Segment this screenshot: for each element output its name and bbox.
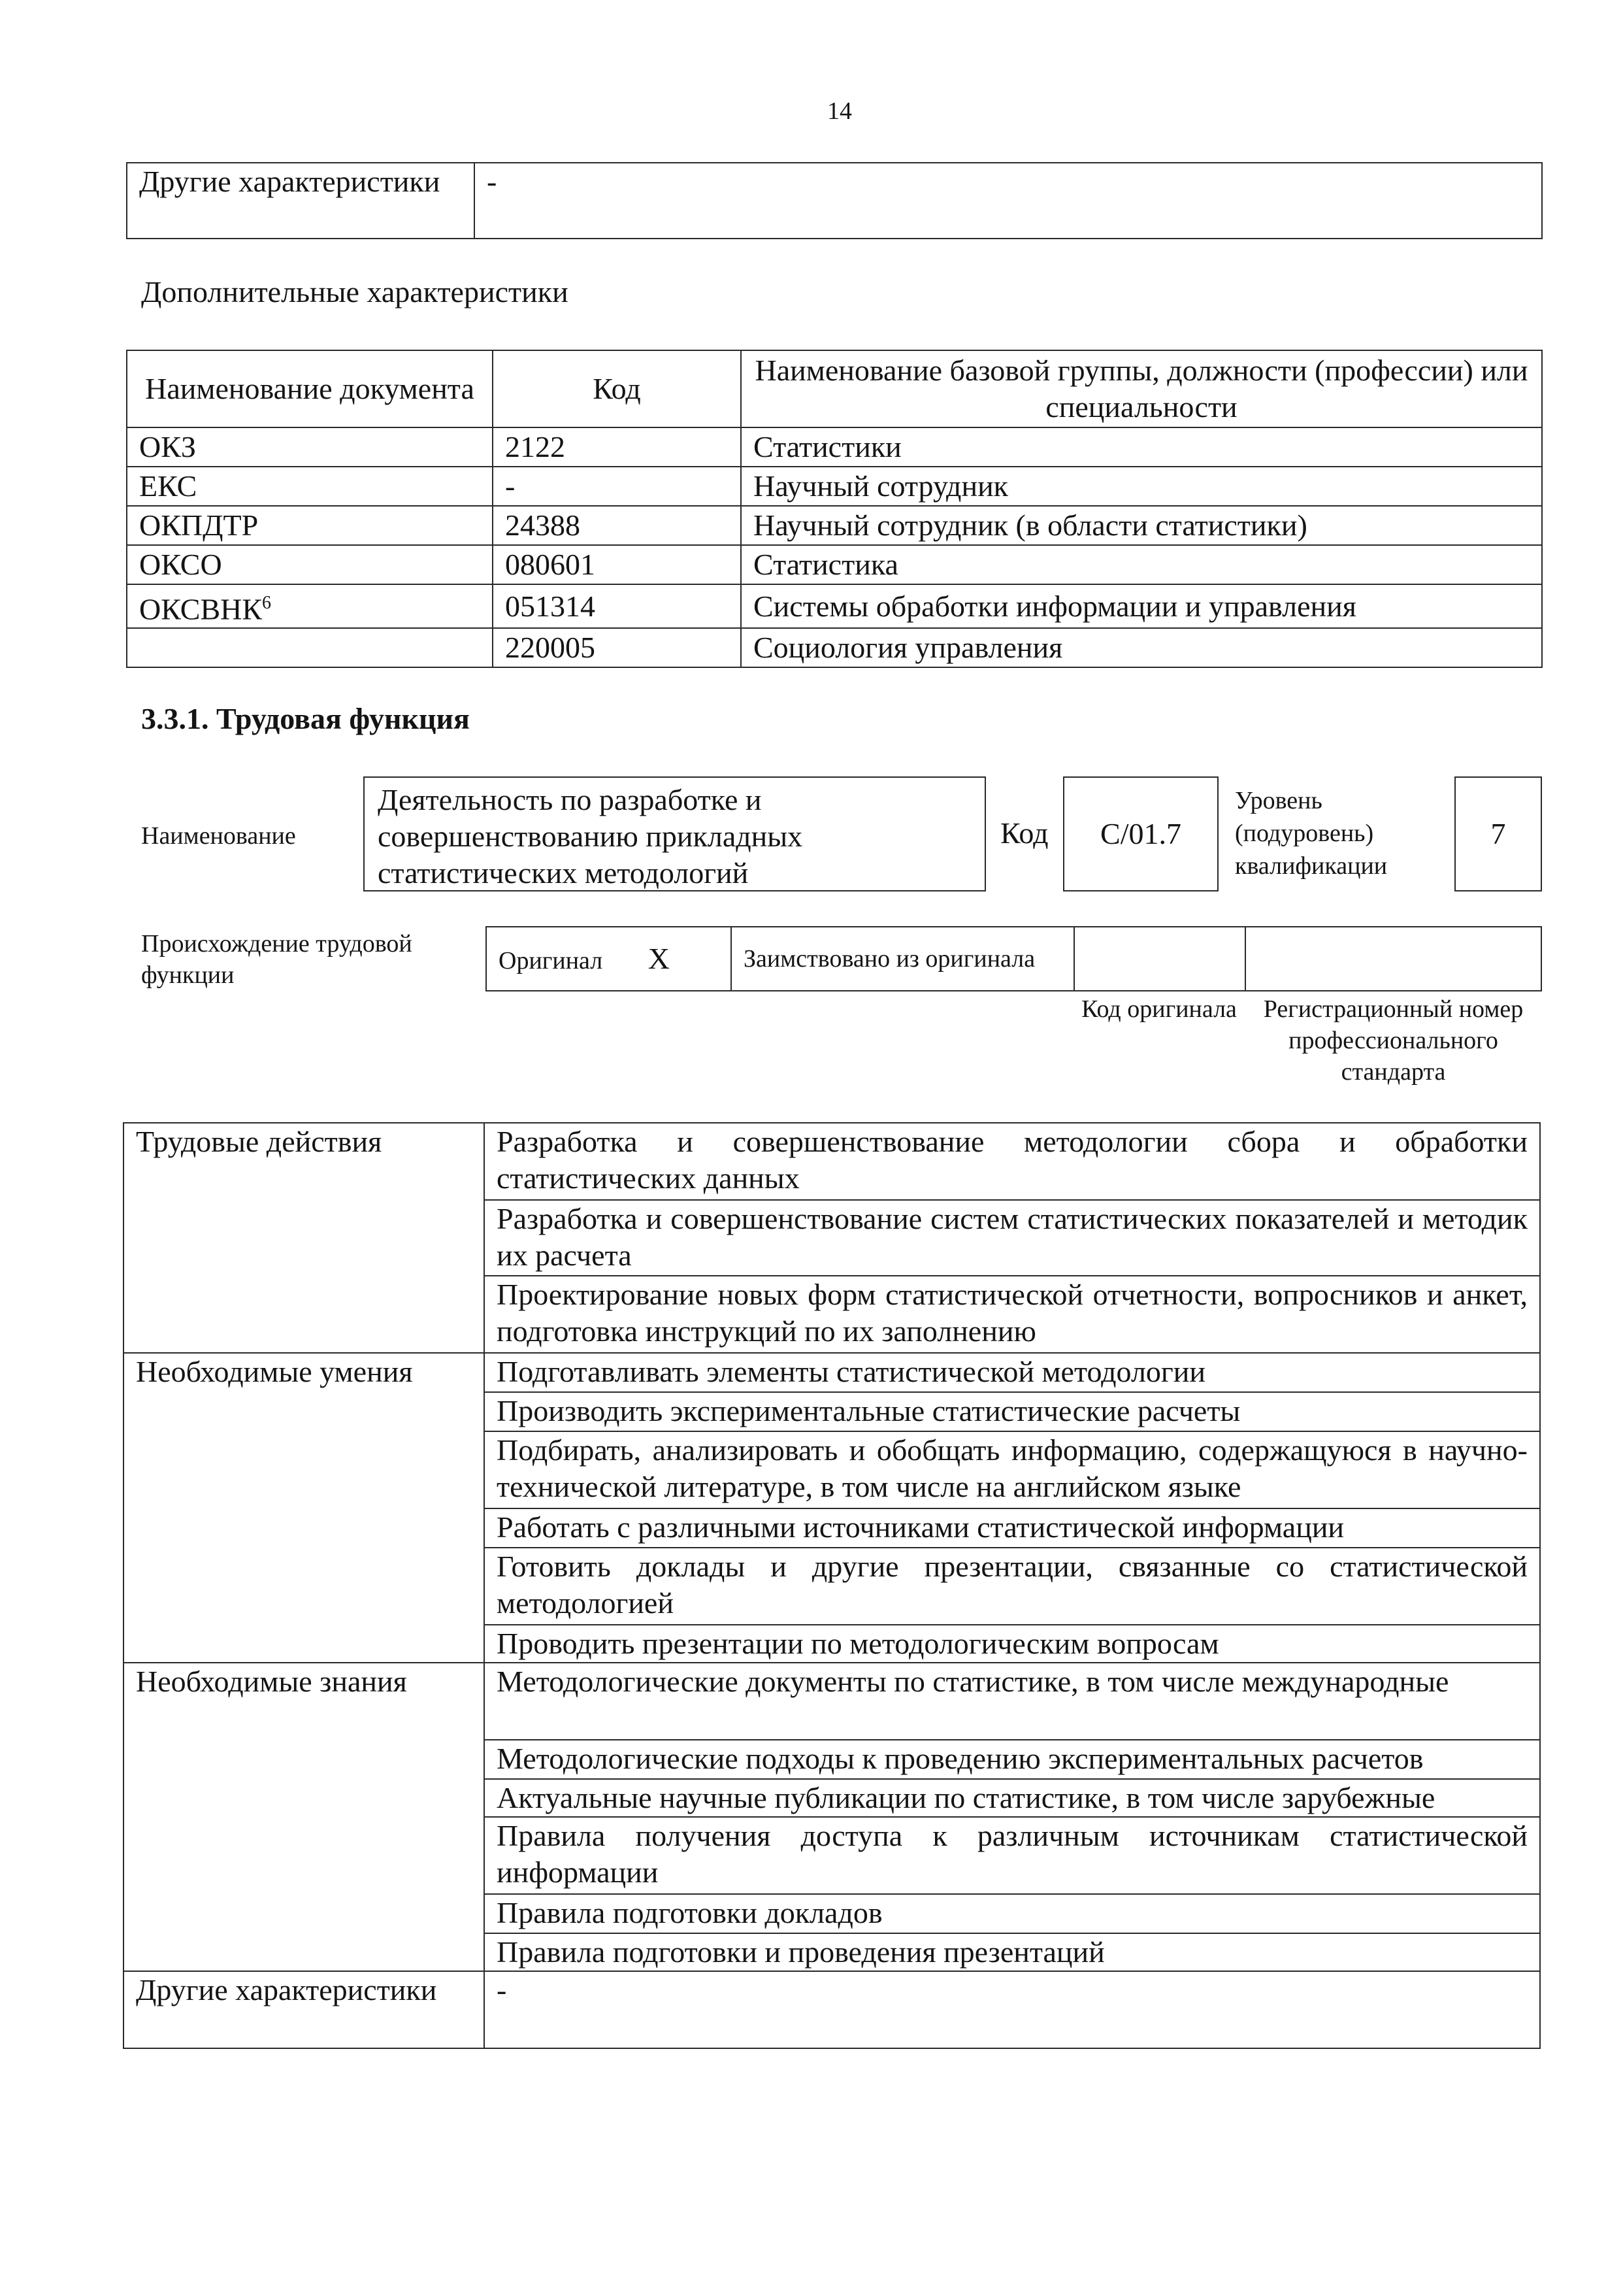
header-group-name: Наименование базовой группы, должности (профессии) или специальности	[741, 350, 1542, 427]
origin-code-cell	[1074, 927, 1245, 991]
table-row	[127, 506, 1542, 545]
function-name-label: Наименование	[141, 822, 296, 850]
row-document	[127, 628, 493, 667]
table-row	[127, 545, 1542, 584]
labor-function-table	[123, 1122, 1541, 2049]
table-row	[127, 427, 1542, 467]
row-code: 051314	[493, 584, 741, 628]
table-row	[127, 467, 1542, 506]
skill-item: Производить экспериментальные статистические расчеты	[484, 1392, 1540, 1431]
row-document: ОКЗ	[127, 427, 493, 467]
other-characteristics-label: Другие характеристики	[127, 163, 474, 239]
footnote-marker: 6	[262, 593, 272, 613]
row-document-text: ОКСВНК	[139, 592, 263, 626]
row-document: ОКПДТР	[127, 506, 493, 545]
other-characteristics-value-bottom: -	[484, 1971, 1540, 2048]
knowledge-item: Правила подготовки докладов	[484, 1894, 1540, 1933]
other-characteristics-label-bottom: Другие характеристики	[123, 1971, 484, 2048]
row-name: Социология управления	[741, 628, 1542, 667]
row-name: Научный сотрудник (в области статистики)	[741, 506, 1542, 545]
reg-number-caption: Регистрационный номер профессионального стандарта	[1263, 995, 1524, 1086]
row-name: Системы обработки информации и управления	[741, 584, 1542, 628]
labor-action-item: Проектирование новых форм статистической отчетности, вопросников и анкет, подготовка инструкций по их заполнению	[484, 1276, 1540, 1353]
table-row	[127, 584, 1542, 628]
knowledge-label: Необходимые знания	[123, 1663, 484, 1971]
row-code: 220005	[493, 628, 741, 667]
function-code-value: C/01.7	[1063, 776, 1219, 891]
qualification-level-label: Уровень (подуровень) квалификации	[1235, 787, 1388, 880]
code-original-caption: Код оригинала	[1081, 995, 1237, 1023]
labor-action-item: Разработка и совершенствование систем статистических показателей и методик их расчета	[484, 1200, 1540, 1276]
row-code: -	[493, 467, 741, 506]
skill-item: Проводить презентации по методологическим вопросам	[484, 1625, 1540, 1663]
origin-original-mark: X	[648, 942, 670, 975]
knowledge-item: Методологические документы по статистике, в том числе международные	[484, 1663, 1540, 1740]
row-code: 080601	[493, 545, 741, 584]
function-name-value: Деятельность по разработке и совершенствованию прикладных статистических методологий	[363, 776, 986, 891]
row-name: Статистики	[741, 427, 1542, 467]
labor-action-item: Разработка и совершенствование методологии сбора и обработки статистических данных	[484, 1123, 1540, 1200]
additional-characteristics-heading: Дополнительные характеристики	[141, 275, 568, 308]
additional-characteristics-table	[126, 350, 1543, 668]
row-document: ЕКС	[127, 467, 493, 506]
other-characteristics-value: -	[474, 163, 1542, 239]
skill-item: Готовить доклады и другие презентации, связанные со статистической методологией	[484, 1548, 1540, 1625]
knowledge-item: Актуальные научные публикации по статистике, в том числе зарубежные	[484, 1779, 1540, 1817]
row-name: Научный сотрудник	[741, 467, 1542, 506]
skills-label: Необходимые умения	[123, 1353, 484, 1663]
knowledge-item: Правила получения доступа к различным источникам статистической информации	[484, 1817, 1540, 1894]
header-code: Код	[493, 350, 741, 427]
header-document: Наименование документа	[127, 350, 493, 427]
origin-borrowed-label: Заимствовано из оригинала	[731, 927, 1074, 991]
skill-item: Подбирать, анализировать и обобщать информацию, содержащуюся в научно-технической литературе, в том числе на английском языке	[484, 1431, 1540, 1508]
function-code-label: Код	[1000, 816, 1049, 850]
knowledge-item: Правила подготовки и проведения презентаций	[484, 1933, 1540, 1971]
table-row	[127, 628, 1542, 667]
section-title: 3.3.1. Трудовая функция	[141, 702, 470, 735]
other-characteristics-top-table	[126, 162, 1543, 239]
skill-item: Подготавливать элементы статистической методологии	[484, 1353, 1540, 1392]
origin-original-cell	[486, 927, 731, 991]
row-name: Статистика	[741, 545, 1542, 584]
row-code: 24388	[493, 506, 741, 545]
origin-table	[485, 926, 1542, 991]
origin-label: Происхождение трудовой функции	[141, 930, 412, 989]
row-document	[127, 584, 493, 628]
row-code: 2122	[493, 427, 741, 467]
origin-reg-number-cell	[1245, 927, 1541, 991]
origin-original-label: Оригинал	[499, 947, 603, 974]
row-document: ОКСО	[127, 545, 493, 584]
knowledge-item: Методологические подходы к проведению экспериментальных расчетов	[484, 1740, 1540, 1779]
page-number: 14	[827, 97, 852, 125]
skill-item: Работать с различными источниками статистической информации	[484, 1508, 1540, 1548]
qualification-level-value: 7	[1454, 776, 1542, 891]
labor-actions-label: Трудовые действия	[123, 1123, 484, 1353]
